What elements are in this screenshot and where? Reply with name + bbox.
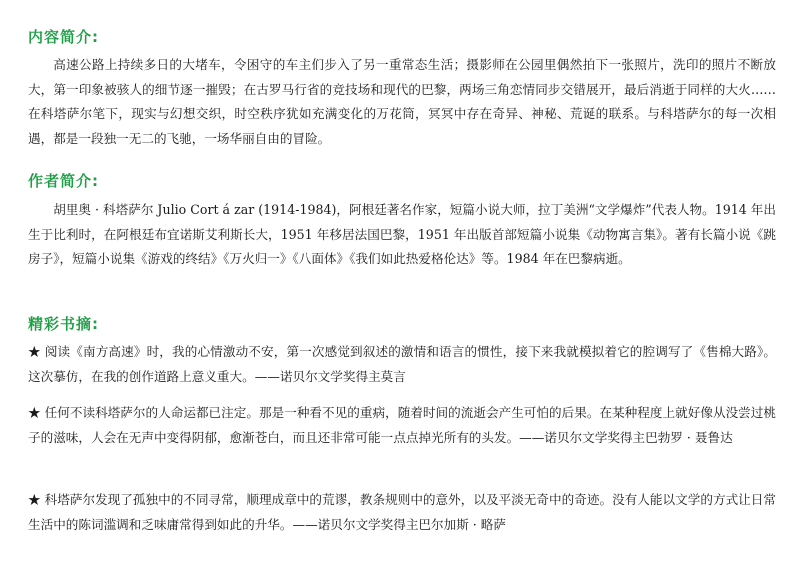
excerpts-heading: 精彩书摘:: [28, 315, 99, 333]
excerpt-quote-vargas-llosa: ★ 科塔萨尔发现了孤独中的不同寻常，顺理成章中的荒谬，教条规则中的意外，以及平淡无奇中的奇迹。没有人能以文学的方式让日常生活中的陈词滥调和乏味庸常得到如此的升华。——诺贝尔文学奖得主巴尔加斯 · 略萨: [28, 492, 776, 532]
author-text: 胡里奥 · 科塔萨尔 Julio Cort á zar (1914-1984)，阿根廷著名作家，短篇小说大师，拉丁美洲“文学爆炸”代表人物。1914 年出生于比利时，在阿根廷布宜诺斯艾利斯长大，1951 年移居法国巴黎，1951 年出版首部短篇小说集《动物寓言集》。著有长篇小说《跳房子》，短篇小说集《游戏的终结》《万火归一》《八面体》《我们如此热爱格伦达》等。1984 年在巴黎病逝。: [28, 202, 776, 267]
intro-text: 高速公路上持续多日的大堵车，令困守的车主们步入了另一重常态生活；摄影师在公园里偶然拍下一张照片，洗印的照片不断放大，第一印象被骇人的细节逐一摧毁；在古罗马行省的竞技场和现代的巴黎，两场三角恋情同步交错展开，最后消逝于同样的大火……在科塔萨尔笔下，现实与幻想交织，时空秩序犹如充满变化的万花筒，冥冥中存在奇异、神秘、荒诞的联系。与科塔萨尔的每一次相遇，都是一段独一无二的飞驰，一场华丽自由的冒险。: [28, 57, 776, 146]
author-heading: 作者简介:: [28, 172, 99, 190]
excerpt-quote-neruda: ★ 任何不读科塔萨尔的人命运都已注定。那是一种看不见的重病，随着时间的流逝会产生可怕的后果。在某种程度上就好像从没尝过桃子的滋味，人会在无声中变得阴郁，愈渐苍白，而且还非常可能一点点掉光所有的头发。——诺贝尔文学奖得主巴勃罗 · 聂鲁达: [28, 405, 776, 445]
excerpt-quote-mo-yan: ★ 阅读《南方高速》时，我的心情激动不安，第一次感觉到叙述的激情和语言的惯性，接下来我就模拟着它的腔调写了《售棉大路》。这次摹仿，在我的创作道路上意义重大。——诺贝尔文学奖得主莫言: [28, 344, 776, 384]
intro-heading: 内容简介:: [28, 28, 99, 46]
